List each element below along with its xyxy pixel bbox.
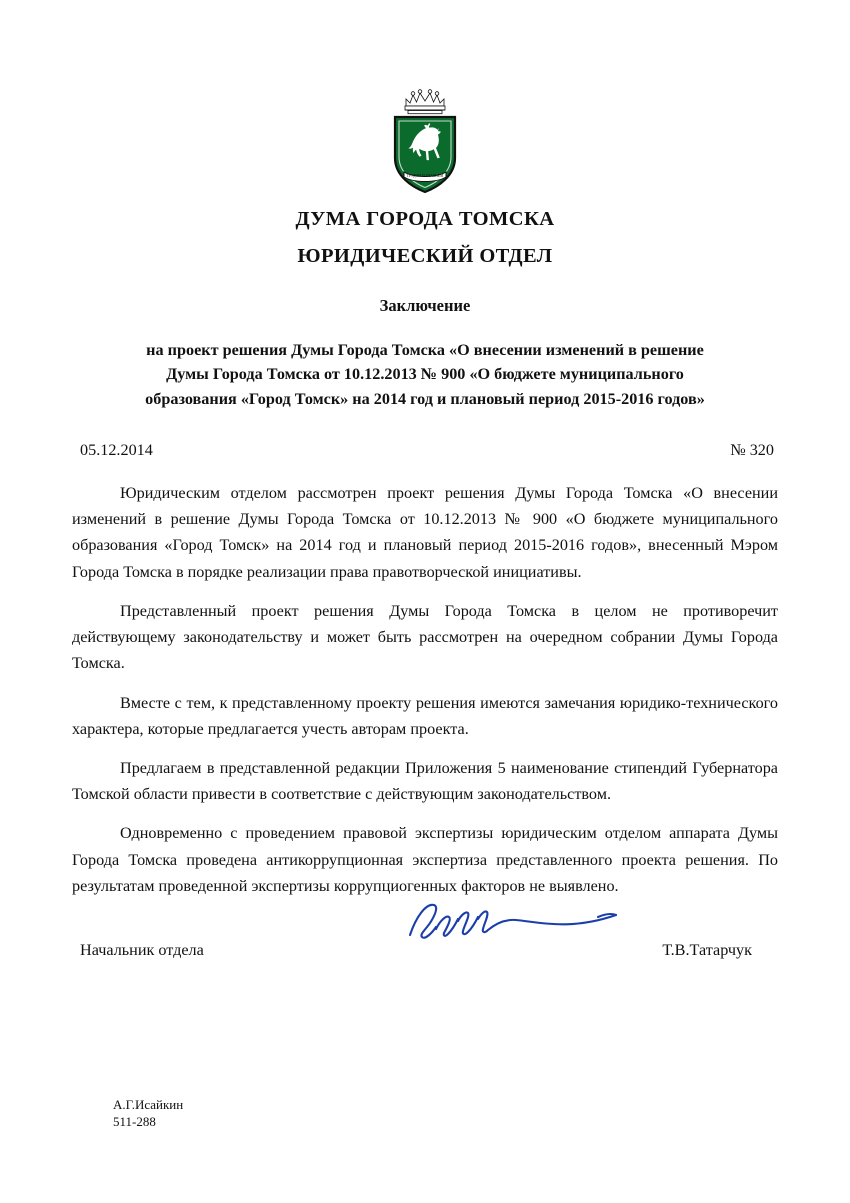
subject-line-2: Думы Города Томска от 10.12.2013 № 900 «О бюджете муниципального	[166, 365, 684, 384]
body-paragraph: Предлагаем в представленной редакции Приложения 5 наименование стипендий Губернатора Томской области привести в соответствие с действующим законодательством.	[72, 759, 778, 804]
document-kind: Заключение	[379, 296, 471, 315]
body-paragraph: Юридическим отделом рассмотрен проект решения Думы Города Томска «О внесении изменений в решение Думы Города Томска от 10.12.2013 № 900 «О бюджете муниципального образования «Город Томск» на 2014 год и плановый период 2015-2016 годов», внесенный Мэром Города Томска в порядке реализации права правотворческой инициативы.	[72, 483, 778, 581]
document-footer	[113, 1096, 183, 1131]
svg-text:ТРУДОМ И ЗНАНИЕМ: ТРУДОМ И ЗНАНИЕМ	[406, 174, 444, 178]
document-body	[72, 480, 778, 899]
body-paragraph: Одновременно с проведением правовой экспертизы юридическим отделом аппарата Думы Города Томска проведена антикоррупционная экспертиза представленного проекта решения. По результатам проведенной экспертизы коррупциогенных факторов не выявлено.	[72, 824, 778, 895]
organization-title: ДУМА ГОРОДА ТОМСКА	[295, 208, 555, 230]
document-date: 05.12.2014	[80, 440, 153, 459]
department-title: ЮРИДИЧЕСКИЙ ОТДЕЛ	[297, 245, 553, 267]
handwritten-signature-icon	[402, 889, 632, 964]
signature-block	[72, 941, 778, 960]
subject-line-3: образования «Город Томск» на 2014 год и плановый период 2015-2016 годов»	[145, 389, 705, 408]
footer-executor: А.Г.Исайкин	[113, 1096, 184, 1112]
signature-title: Начальник отдела	[80, 941, 204, 960]
body-paragraph: Представленный проект решения Думы Города Томска в целом не противоречит действующему законодательству и может быть рассмотрен на очередном собрании Думы Города Томска.	[72, 601, 778, 673]
emblem-container	[72, 0, 778, 198]
subject-line-1: на проект решения Думы Города Томска «О внесении изменений в решение	[146, 341, 704, 359]
coat-of-arms-icon	[382, 86, 468, 198]
signature-name: Т.В.Татарчук	[662, 941, 752, 960]
body-paragraph: Вместе с тем, к представленному проекту решения имеются замечания юридико-технического характера, которые предлагается учесть авторам проекта.	[72, 693, 778, 738]
footer-phone: 511-288	[113, 1114, 156, 1130]
document-number: № 320	[730, 440, 774, 459]
document-meta	[72, 441, 778, 460]
document-subject	[72, 338, 778, 411]
